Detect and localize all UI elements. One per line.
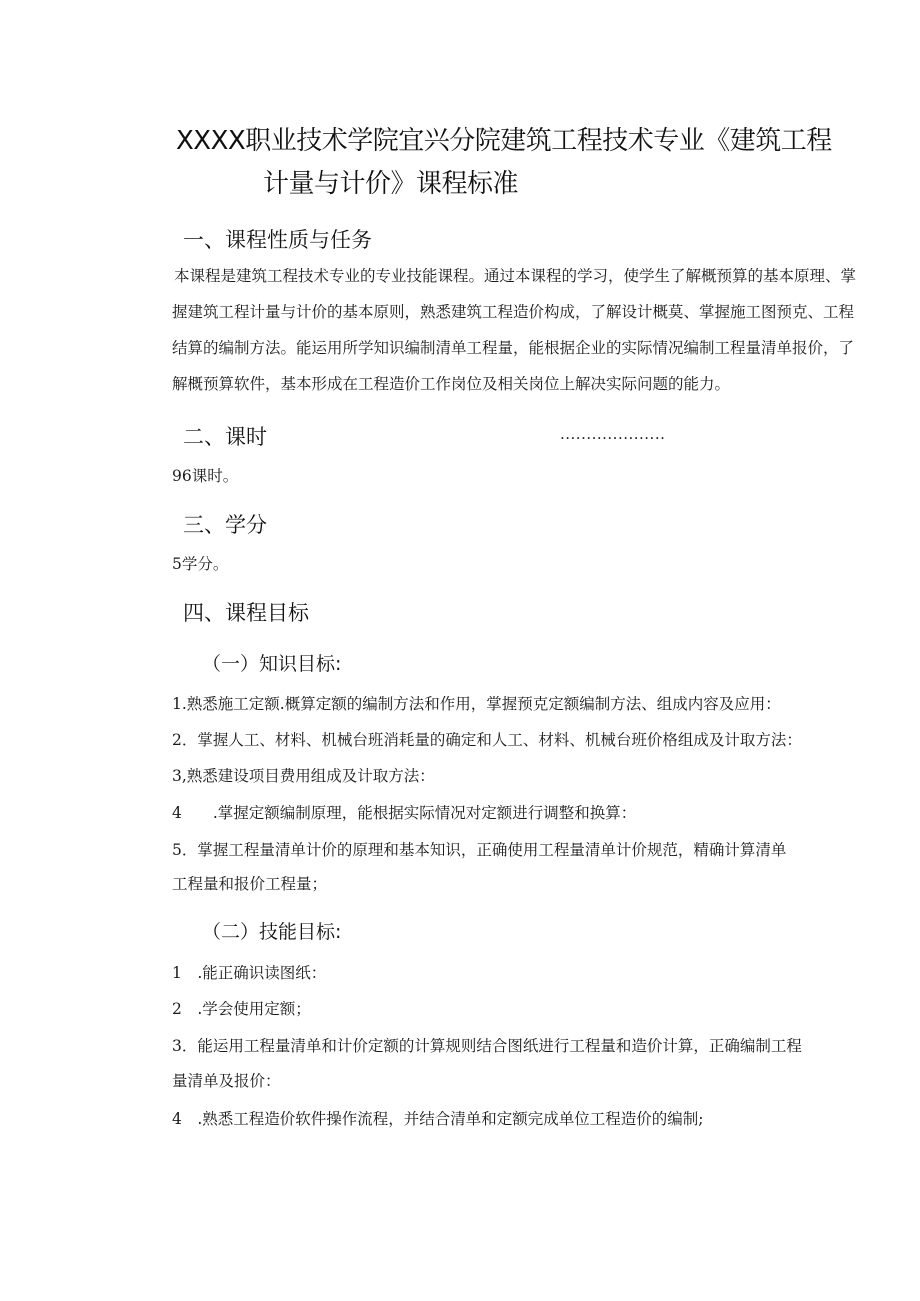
section-heading-nature: 一、课程性质与任务 <box>183 228 372 252</box>
document-title <box>176 120 856 206</box>
nature-paragraph <box>172 258 862 402</box>
knowledge-item-5: 5．掌握工程量清单计价的原理和基本知识，正确使用工程量清单计价规范，精确计算清单 <box>172 841 787 859</box>
hours-text: 96课时。 <box>172 467 239 485</box>
section-heading-credits: 三、学分 <box>183 513 267 537</box>
section-heading-hours: 二、课时 <box>183 425 267 449</box>
section-heading-goals: 四、课程目标 <box>183 601 309 625</box>
title-line-2: 计量与计价》课程标准 <box>263 169 519 199</box>
knowledge-item-3: 3,熟悉建设项目费用组成及计取方法： <box>172 767 435 785</box>
knowledge-item-1: 1.熟悉施工定额.概算定额的编制方法和作用，掌握预克定额编制方法、组成内容及应用： <box>172 695 781 713</box>
knowledge-item-4: 4 .掌握定额编制原理，能根据实际情况对定额进行调整和换算： <box>172 804 637 822</box>
skills-item-2: 2 .学会使用定额； <box>172 1000 311 1018</box>
credits-text: 5学分。 <box>172 555 229 573</box>
skills-item-3-cont: 量清单及报价： <box>172 1072 281 1090</box>
skills-item-1: 1 .能正确识读图纸： <box>172 964 327 982</box>
knowledge-item-2: 2．掌握人工、材料、机械台班消耗量的确定和人工、材料、机械台班价格组成及计取方法： <box>172 731 802 749</box>
subheading-skills: （二）技能目标: <box>202 921 342 943</box>
nature-paragraph-text: 本课程是建筑工程技术专业的专业技能课程。通过本课程的学习，使学生了解概预算的基本原理、掌握建筑工程计量与计价的基本原则，熟悉建筑工程造价构成，了解设计概莫、掌握施工图预克、工程结算的编制方法。能运用所学知识编制清单工程量，能根据企业的实际情况编制工程量清单报价，了解概预算软件，基本形成在工程造价工作岗位及相关岗位上解决实际问题的能力。 <box>172 267 857 393</box>
subheading-knowledge: （一）知识目标: <box>202 653 342 675</box>
skills-item-3: 3．能运用工程量清单和计价定额的计算规则结合图纸进行工程量和造价计算，正确编制工程 <box>172 1037 802 1055</box>
hours-dots: .................... <box>560 425 666 443</box>
skills-item-4: 4 .熟悉工程造价软件操作流程，并结合清单和定额完成单位工程造价的编制; <box>172 1110 704 1128</box>
knowledge-item-5-cont: 工程量和报价工程量； <box>172 875 328 893</box>
title-line-1: XXXX职业技术学院宜兴分院建筑工程技术专业《建筑工程 <box>176 126 832 156</box>
